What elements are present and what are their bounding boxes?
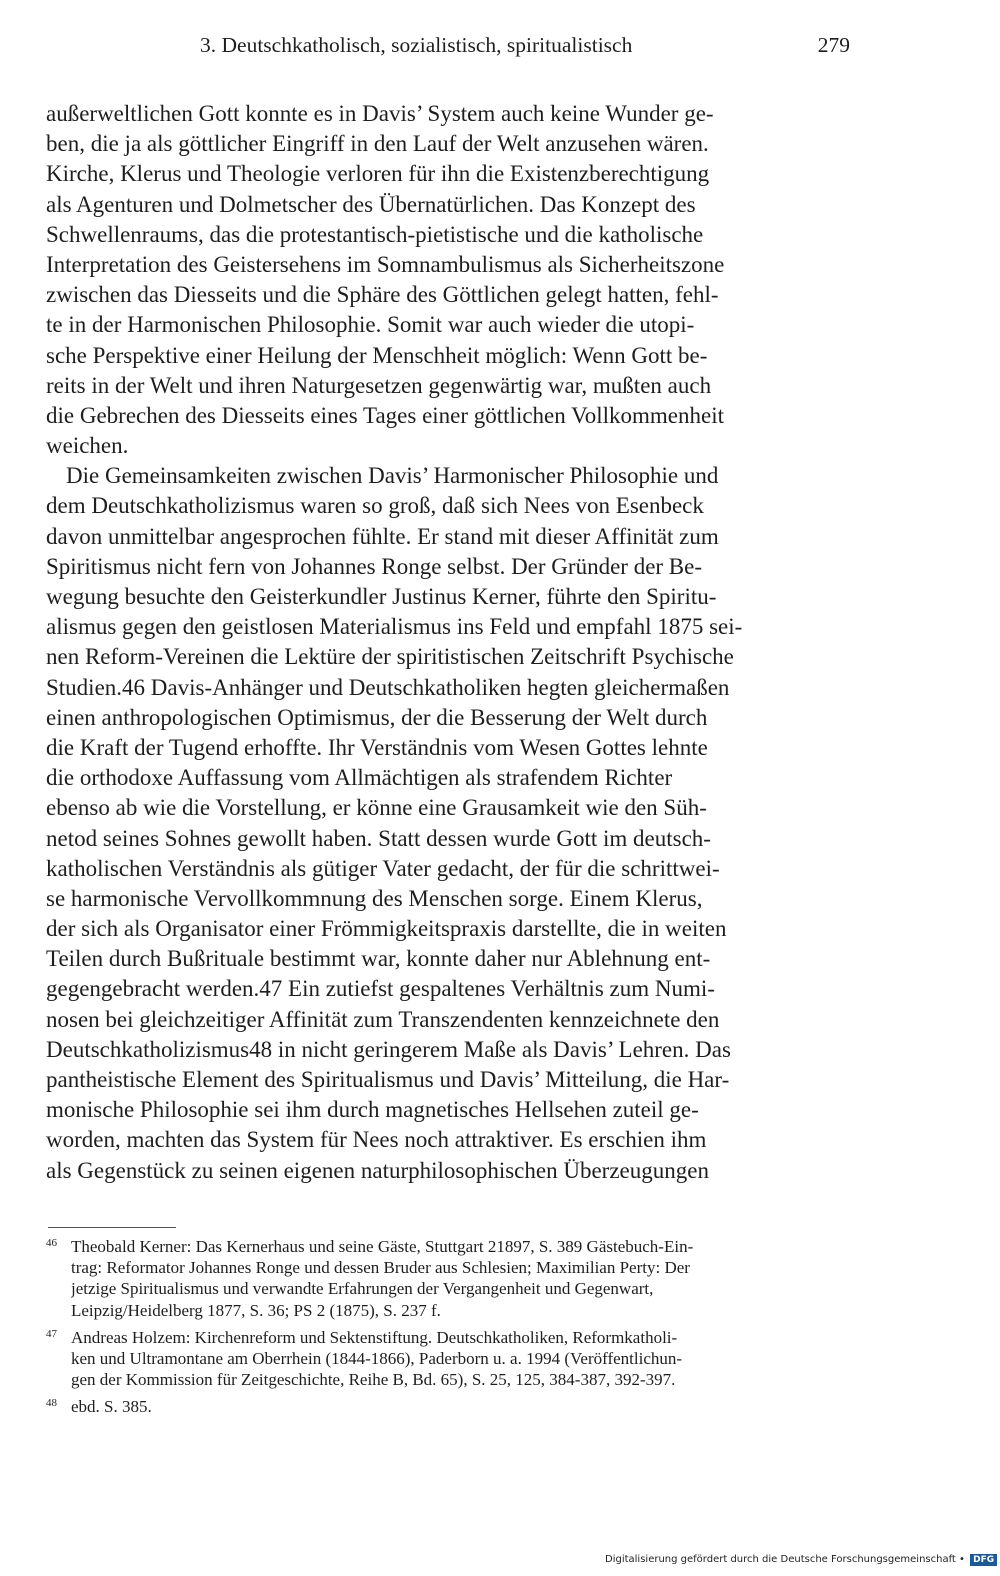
- footnote-line: ebd. S. 385.: [71, 1397, 152, 1417]
- text-line: se harmonische Vervollkommnung des Menschen sorge. Einem Klerus,: [46, 885, 703, 911]
- text-line: Deutschkatholizismus48 in nicht geringerem Maße als Davis’ Lehren. Das: [46, 1036, 731, 1062]
- footnote-line: gen der Kommission für Zeitgeschichte, Reihe B, Bd. 65), S. 25, 125, 384-387, 392-397.: [71, 1370, 676, 1390]
- text-line: wegung besuchte den Geisterkundler Justinus Kerner, führte den Spiritu-: [46, 584, 717, 609]
- text-line: dem Deutschkatholizismus waren so groß, daß sich Nees von Esenbeck: [46, 493, 704, 519]
- text-line: die orthodoxe Auffassung vom Allmächtigen als strafendem Richter: [46, 765, 673, 791]
- text-line: als Agenturen und Dolmetscher des Übernatürlichen. Das Konzept des: [46, 191, 696, 217]
- footnote-line: ken und Ultramontane am Oberrhein (1844-1866), Paderborn u. a. 1994 (Veröffentlichun-: [71, 1348, 683, 1368]
- digitization-credit: [605, 1554, 997, 1566]
- text-line: außerweltlichen Gott konnte es in Davis’ System auch keine Wunder ge-: [46, 101, 714, 126]
- text-line: die Kraft der Tugend erhoffte. Ihr Verständnis vom Wesen Gottes lehnte: [46, 734, 708, 760]
- text-line: ben, die ja als göttlicher Eingriff in den Lauf der Welt anzusehen wären.: [46, 131, 709, 157]
- text-line: monische Philosophie sei ihm durch magnetisches Hellsehen zuteil ge-: [46, 1097, 699, 1123]
- text-line: worden, machten das System für Nees noch attraktiver. Es erschien ihm: [46, 1127, 707, 1153]
- chapter-title: 3. Deutschkatholisch, sozialistisch, spiritualistisch: [200, 33, 633, 57]
- text-line: Kirche, Klerus und Theologie verloren für ihn die Existenzberechtigung: [46, 161, 710, 187]
- text-line: die Gebrechen des Diesseits eines Tages einer göttlichen Vollkommenheit: [46, 402, 724, 428]
- footnote-number: 48: [46, 1397, 57, 1410]
- text-line: reits in der Welt und ihren Naturgesetzen gegenwärtig war, mußten auch: [46, 372, 712, 398]
- text-line: davon unmittelbar angesprochen fühlte. Er stand mit dieser Affinität zum: [46, 523, 719, 549]
- text-line: Studien.46 Davis-Anhänger und Deutschkatholiken hegten gleichermaßen: [46, 674, 730, 700]
- footnote-number: 47: [46, 1327, 57, 1340]
- text-line: gegengebracht werden.47 Ein zutiefst gespaltenes Verhältnis zum Numi-: [46, 976, 715, 1002]
- dfg-logo: DFG: [970, 1554, 997, 1566]
- text-line: pantheistische Element des Spiritualismus und Davis’ Mitteilung, die Har-: [46, 1067, 730, 1092]
- body-text: [46, 99, 852, 1186]
- footnote-line: Andreas Holzem: Kirchenreform und Sektenstiftung. Deutschkatholiken, Reformkatholi-: [71, 1327, 678, 1347]
- footnote-line: trag: Reformator Johannes Ronge und dessen Bruder aus Schlesien; Maximilian Perty: Der: [71, 1258, 690, 1278]
- text-line: nen Reform-Vereinen die Lektüre der spiritistischen Zeitschrift Psychische: [46, 644, 734, 670]
- footnote-line: Leipzig/Heidelberg 1877, S. 36; PS 2 (1875), S. 237 f.: [71, 1300, 441, 1320]
- text-line: Schwellenraums, das die protestantisch-pietistische und die katholische: [46, 221, 704, 247]
- footnote-47: [46, 1327, 852, 1391]
- text-line: der sich als Organisator einer Frömmigkeitspraxis darstellte, die in weiten: [46, 916, 727, 942]
- text-line: Die Gemeinsamkeiten zwischen Davis’ Harmonischer Philosophie und: [66, 463, 719, 489]
- footnote-line: jetzige Spiritualismus und verwandte Erfahrungen der Vergangenheit und Gegenwart,: [71, 1279, 654, 1299]
- footnote-48: [46, 1396, 852, 1417]
- text-line: einen anthropologischen Optimismus, der die Besserung der Welt durch: [46, 704, 708, 730]
- text-line: alismus gegen den geistlosen Materialismus ins Feld und empfahl 1875 sei-: [46, 614, 743, 640]
- text-line: te in der Harmonischen Philosophie. Somit war auch wieder die utopi-: [46, 312, 695, 338]
- page-number: 279: [817, 33, 850, 57]
- running-head: [200, 33, 850, 67]
- text-line: weichen.: [46, 433, 129, 459]
- text-line: katholischen Verständnis als gütiger Vater gedacht, der für die schrittwei-: [46, 855, 720, 881]
- text-line: sche Perspektive einer Heilung der Menschheit möglich: Wenn Gott be-: [46, 342, 708, 368]
- text-line: zwischen das Diesseits und die Sphäre des Göttlichen gelegt hatten, fehl-: [46, 282, 719, 308]
- text-line: Spiritismus nicht fern von Johannes Ronge selbst. Der Gründer der Be-: [46, 553, 703, 579]
- text-line: nosen bei gleichzeitiger Affinität zum Transzendenten kennzeichnete den: [46, 1006, 720, 1032]
- text-line: Interpretation des Geistersehens im Somnambulismus als Sicherheitszone: [46, 251, 725, 277]
- footnote-line: Theobald Kerner: Das Kernerhaus und seine Gäste, Stuttgart 21897, S. 389 Gästebuch-Ein-: [71, 1237, 694, 1256]
- text-line: als Gegenstück zu seinen eigenen naturphilosophischen Überzeugungen: [46, 1157, 709, 1183]
- text-line: Teilen durch Bußrituale bestimmt war, konnte daher nur Ablehnung ent-: [46, 946, 711, 972]
- footnote-number: 46: [46, 1237, 57, 1249]
- footnote-46: [46, 1236, 852, 1321]
- footnotes: [46, 1236, 852, 1418]
- credit-text: Digitalisierung gefördert durch die Deutsche Forschungsgemeinschaft •: [605, 1554, 965, 1565]
- footnote-divider: [48, 1227, 176, 1228]
- text-line: netod seines Sohnes gewollt haben. Statt dessen wurde Gott im deutsch-: [46, 825, 711, 851]
- text-line: ebenso ab wie die Vorstellung, er könne eine Grausamkeit wie den Süh-: [46, 795, 707, 821]
